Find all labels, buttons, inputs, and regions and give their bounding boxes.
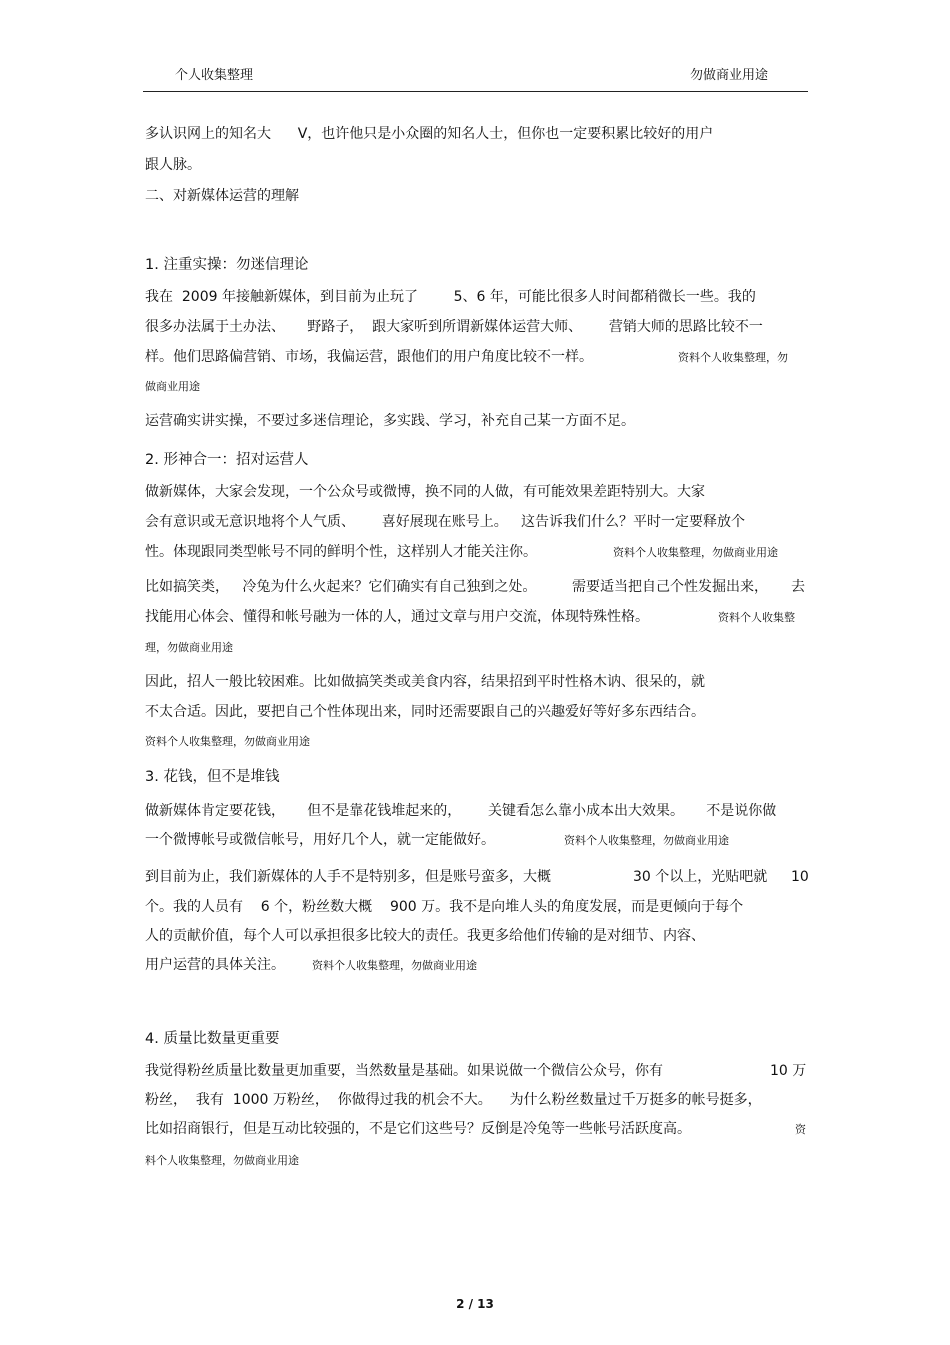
text-line: 很多办法属于土办法、 野路子， 跟大家听到所谓新媒体运营大师、 营销大师的思路比较不一 bbox=[145, 319, 763, 335]
text-line: 我在 2009 年接触新媒体，到目前为止玩了 5、6 年，可能比很多人时间都稍微长一些。我的 bbox=[145, 289, 756, 305]
watermark-note: 料个人收集整理，勿做商业用途 bbox=[145, 1154, 299, 1167]
text-line: 性。体现跟同类型帐号不同的鲜明个性，这样别人才能关注你。 bbox=[145, 544, 537, 560]
header-rule bbox=[143, 91, 808, 92]
watermark-note: 资料个人收集整 bbox=[718, 611, 795, 624]
text-line: 找能用心体会、懂得和帐号融为一体的人，通过文章与用户交流，体现特殊性格。 bbox=[145, 609, 649, 625]
watermark-note: 资 bbox=[795, 1123, 806, 1136]
text-line: 用户运营的具体关注。 bbox=[145, 957, 285, 973]
text-line: 人的贡献价值，每个人可以承担很多比较大的责任。我更多给他们传输的是对细节、内容、 bbox=[145, 928, 705, 944]
text-line: 运营确实讲实操，不要过多迷信理论，多实践、学习，补充自己某一方面不足。 bbox=[145, 413, 635, 429]
subsection-heading: 1. 注重实操：勿迷信理论 bbox=[145, 257, 309, 273]
watermark-note: 资料个人收集整理，勿 bbox=[678, 351, 788, 364]
subsection-heading: 3. 花钱，但不是堆钱 bbox=[145, 769, 280, 785]
text-line: 比如搞笑类， 冷兔为什么火起来？它们确实有自己独到之处。 需要适当把自己个性发掘出来， bbox=[145, 579, 768, 595]
watermark-note: 资料个人收集整理，勿做商业用途 bbox=[613, 546, 778, 559]
header-left: 个人收集整理 bbox=[175, 68, 254, 83]
header-right: 勿做商业用途 bbox=[690, 68, 769, 83]
text-fragment: 30 个以上，光贴吧就 bbox=[633, 869, 768, 885]
watermark-note: 资料个人收集整理，勿做商业用途 bbox=[145, 735, 310, 748]
text-line: 样。他们思路偏营销、市场，我偏运营，跟他们的用户角度比较不一样。 bbox=[145, 349, 593, 365]
text-line: 粉丝， 我有 1000 万粉丝， 你做得过我的机会不大。 为什么粉丝数量过千万挺多的帐号挺多， bbox=[145, 1092, 762, 1108]
text-line: 一个微博帐号或微信帐号，用好几个人，就一定能做好。 bbox=[145, 832, 495, 848]
text-line: 做新媒体，大家会发现，一个公众号或微博，换不同的人做，有可能效果差距特别大。大家 bbox=[145, 484, 705, 500]
text-fragment: 去 bbox=[791, 579, 805, 595]
section-heading: 二、对新媒体运营的理解 bbox=[145, 188, 299, 204]
watermark-note: 做商业用途 bbox=[145, 380, 200, 393]
text-line: 因此，招人一般比较困难。比如做搞笑类或美食内容，结果招到平时性格木讷、很呆的，就 bbox=[145, 674, 705, 690]
page-number: 2 / 13 bbox=[456, 1297, 494, 1311]
text-fragment: 10 bbox=[791, 869, 809, 885]
text-line: 做新媒体肯定要花钱， 但不是靠花钱堆起来的， 关键看怎么靠小成本出大效果。 不是说你做 bbox=[145, 803, 777, 819]
text-line: 个。我的人员有 6 个，粉丝数大概 900 万。我不是向堆人头的角度发展，而是更倾向于每个 bbox=[145, 899, 744, 915]
text-line: 比如招商银行，但是互动比较强的，不是它们这些号？反倒是冷兔等一些帐号活跃度高。 bbox=[145, 1121, 691, 1137]
subsection-heading: 4. 质量比数量更重要 bbox=[145, 1031, 280, 1047]
text-line: 我觉得粉丝质量比数量更加重要，当然数量是基础。如果说做一个微信公众号，你有 bbox=[145, 1063, 663, 1079]
watermark-note: 资料个人收集整理，勿做商业用途 bbox=[312, 959, 477, 972]
text-line: 多认识网上的知名大 V，也许他只是小众圈的知名人士，但你也一定要积累比较好的用户 bbox=[145, 126, 714, 142]
text-line: 跟人脉。 bbox=[145, 157, 201, 173]
text-fragment: 10 万 bbox=[770, 1063, 807, 1079]
text-line: 到目前为止，我们新媒体的人手不是特别多，但是账号蛮多，大概 bbox=[145, 869, 551, 885]
watermark-note: 理，勿做商业用途 bbox=[145, 641, 233, 654]
text-line: 不太合适。因此，要把自己个性体现出来，同时还需要跟自己的兴趣爱好等好多东西结合。 bbox=[145, 704, 705, 720]
subsection-heading: 2. 形神合一：招对运营人 bbox=[145, 452, 309, 468]
watermark-note: 资料个人收集整理，勿做商业用途 bbox=[564, 834, 729, 847]
text-line: 会有意识或无意识地将个人气质、 喜好展现在账号上。 这告诉我们什么？平时一定要释放个 bbox=[145, 514, 746, 530]
